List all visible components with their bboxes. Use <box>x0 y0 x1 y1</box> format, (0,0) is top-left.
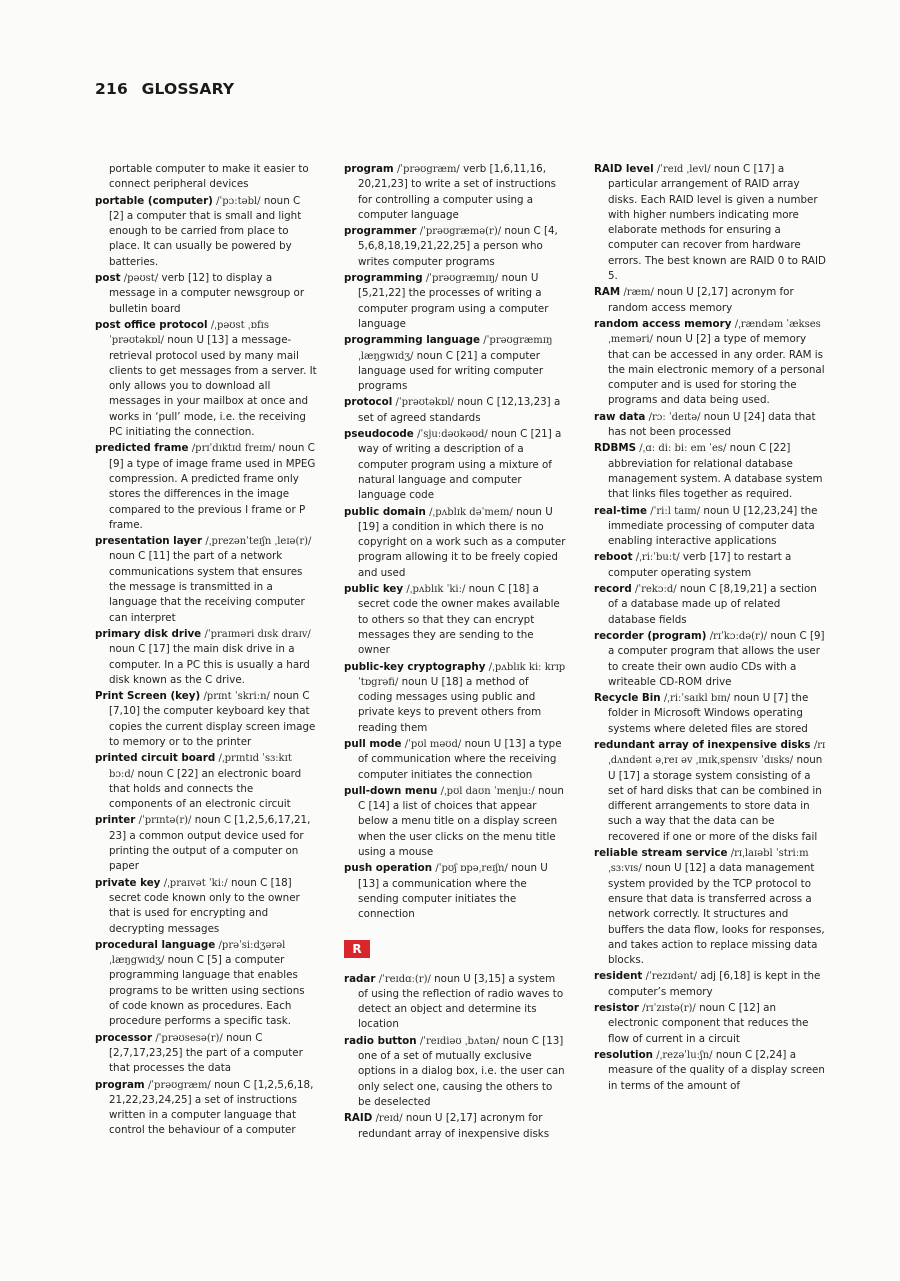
entry-pronunciation: /reɪd/ <box>375 1113 403 1125</box>
entry-definition: a person who writes computer programs <box>358 240 543 268</box>
entry-headword: Print Screen (key) <box>95 690 201 703</box>
entry-headword: public-key cryptography <box>344 660 486 673</box>
entry-headword: private key <box>95 876 161 889</box>
glossary-column-2-entries <box>344 162 566 923</box>
entry-headword: real-time <box>594 504 647 517</box>
entry-headword: pull-down menu <box>344 784 438 797</box>
entry-grammar: verb [17] <box>682 551 731 564</box>
entry-grammar: noun U [17] <box>608 754 823 782</box>
entry-headword: RAID <box>344 1112 373 1125</box>
entry-pronunciation: /ˈrezɪdənt/ <box>645 971 698 983</box>
entry-pronunciation: /ˈrekɔːd/ <box>634 584 677 596</box>
entry-headword: programming <box>344 272 423 285</box>
entry-grammar: noun U [5,21,22] <box>358 272 539 300</box>
entry-headword: printed circuit board <box>95 752 216 765</box>
entry-definition: a system of using the reflection of radio waves to detect an object and determine its location <box>358 972 564 1031</box>
entry-grammar: noun C [2] <box>109 194 301 222</box>
entry-headword: procedural language <box>95 938 216 951</box>
glossary-entry-continuation <box>95 162 317 193</box>
entry-pronunciation: /ˈreɪdɑː(r)/ <box>378 973 431 985</box>
entry-definition: acronym for random access memory <box>608 286 794 314</box>
glossary-entry <box>344 972 566 1033</box>
entry-grammar: noun C [9] <box>770 629 825 642</box>
glossary-entry <box>95 938 317 1030</box>
entry-definition: a computer programming language that enables programs to be written using sections of code known as procedures. Each procedure performs a specific task. <box>109 954 305 1028</box>
glossary-entry <box>344 1034 566 1110</box>
entry-grammar: noun C [8,19,21] <box>679 583 767 596</box>
entry-pronunciation: /ˈprəʊsesə(r)/ <box>155 1032 223 1044</box>
entry-grammar: noun U [13] <box>464 737 526 750</box>
entry-definition: a condition in which there is no copyright on a work such as a computer program allowing it to be freely copied and used <box>358 520 566 579</box>
entry-pronunciation: /ˌpʊl daʊn ˈmenjuː/ <box>440 785 535 797</box>
entry-definition: a section of a database made up of related database fields <box>608 583 817 626</box>
entry-headword: pseudocode <box>344 428 414 441</box>
entry-definition: a message-retrieval protocol used by many mail clients to get messages from a server. It only allows you to download all messages in your mailbox at once and works in ‘pull’ mode, i.e. the receiving PC initiating the connection. <box>109 334 317 439</box>
glossary-entry <box>344 395 566 426</box>
entry-definition: a common output device used for printing the output of a computer on paper <box>109 829 304 873</box>
glossary-entry <box>344 333 566 394</box>
entry-definition: a computer language used for writing computer programs <box>358 349 544 393</box>
entry-headword: RAID level <box>594 163 654 175</box>
entry-definition: the main disk drive in a computer. In a PC this is usually a hard disk known as the C drive. <box>109 643 310 686</box>
glossary-entry <box>594 162 826 284</box>
entry-pronunciation: /ˌpʌblɪk ˈkiː/ <box>406 584 466 596</box>
entry-pronunciation: /ˌrezəˈluːʃn/ <box>656 1049 713 1061</box>
entry-definition: secret code known only to the owner that is used for encrypting and decrypting messages <box>109 891 300 935</box>
glossary-entry <box>344 427 566 503</box>
entry-definition: abbreviation for relational database management system. A database system that links files together as required. <box>608 457 823 501</box>
page-number: 216 <box>95 80 128 98</box>
entry-grammar: noun C [13] <box>502 1034 564 1047</box>
entry-definition: a computer program that allows the user to create their own audio CDs with a writeable CD-ROM drive <box>608 645 820 688</box>
page-header <box>95 80 234 98</box>
entry-headword: public domain <box>344 505 426 518</box>
entry-pronunciation: /ˈprəʊgræmə(r)/ <box>419 226 502 238</box>
entry-definition: a way of writing a description of a computer program using a mixture of natural language and computer language code <box>358 428 562 502</box>
entry-definition: a communication where the sending computer initiates the connection <box>358 877 527 921</box>
entry-grammar: noun U [13] <box>167 334 229 347</box>
entry-grammar: noun U [7] <box>733 692 789 705</box>
entry-definition: to write a set of instructions for controlling a computer using a computer language <box>358 178 557 221</box>
entry-headword: raw data <box>594 410 646 423</box>
entry-definition: a data management system provided by the TCP protocol to ensure that data is transferred across a network correctly. It structures and buffers the data flow, looks for responses, and takes action to replace missing data blocks. <box>608 862 825 967</box>
entry-headword: random access memory <box>594 317 732 330</box>
entry-definition: a method of coding messages using public and private keys to prevent others from reading them <box>358 675 542 734</box>
entry-definition: is kept in the computer’s memory <box>608 970 821 998</box>
entry-grammar: noun U [19] <box>358 505 553 533</box>
entry-definition: the part of a network communications system that ensures the message is transmitted in a language that the receiving computer can interpret <box>109 550 305 624</box>
entry-pronunciation: /rɪˌdʌndənt əˌreɪ əv ˌɪnɪkˌspensɪv ˈdɪsks/ <box>608 739 826 767</box>
entry-headword: programmer <box>344 225 417 238</box>
entry-pronunciation: /ˌpəʊst ˌɒfɪs ˈprəʊtəkɒl/ <box>109 319 269 347</box>
entry-definition: the processes of writing a computer program using a computer language <box>358 287 549 330</box>
glossary-entry <box>594 550 826 581</box>
entry-definition: the computer keyboard key that copies the current display screen image to memory or to the printer <box>109 705 316 748</box>
entry-headword: reboot <box>594 551 633 564</box>
glossary-entry <box>95 1031 317 1077</box>
glossary-entry <box>594 691 826 737</box>
glossary-entry <box>594 410 826 441</box>
section-letter-badge: R <box>344 940 370 958</box>
entry-grammar: noun C [1,2,5,6,17,21, 23] <box>109 814 311 842</box>
entry-headword: public key <box>344 583 404 596</box>
glossary-entry <box>344 505 566 581</box>
entry-definition: data that has not been processed <box>608 410 816 439</box>
entry-pronunciation: /ˌpʌblɪk kiː krɪpˈtɒgrəfi/ <box>358 661 566 688</box>
entry-pronunciation: /ˌpʌblɪk dəˈmeɪn/ <box>429 506 513 518</box>
entry-pronunciation: /ˈprɪntə(r)/ <box>138 815 192 827</box>
glossary-entry <box>95 627 317 688</box>
entry-pronunciation: /ˈprəʊgræmɪŋ ˌlæŋgwɪdʒ/ <box>358 335 553 362</box>
entry-definition: a list of choices that appear below a menu title on a display screen when the user clicks on the menu title using a mouse <box>358 800 558 859</box>
glossary-entry <box>594 846 826 968</box>
entry-definition: a set of agreed standards <box>358 396 561 424</box>
entry-pronunciation: /rɪˌlaɪəbl ˈstriːm ˌsɜːvɪs/ <box>608 848 809 875</box>
glossary-entry <box>594 1048 826 1094</box>
entry-headword: program <box>95 1078 145 1091</box>
entry-pronunciation: /ˌriːˈsaɪkl bɪn/ <box>663 693 731 705</box>
entry-pronunciation: /ˌpraɪvət ˈkiː/ <box>163 877 228 889</box>
entry-headword: post office protocol <box>95 318 208 331</box>
entry-definition: a storage system consisting of a set of hard disks that can be combined in different arrangements to store data in such a way that the data can be recovered if one or more of the disks fail <box>608 769 822 843</box>
glossary-entry <box>95 318 317 440</box>
entry-grammar: noun C [21] <box>416 349 478 362</box>
entry-definition: acronym for redundant array of inexpensive disks <box>358 1112 550 1140</box>
entry-pronunciation: /ˈprəʊgræm/ <box>147 1079 211 1091</box>
entry-definition: a type of image frame used in MPEG compression. A predicted frame only stores the differences in the image compared to the previous I frame or P frame. <box>109 457 316 531</box>
page-title: GLOSSARY <box>141 80 235 98</box>
entry-grammar: verb [12] <box>161 272 210 285</box>
entry-grammar: noun C [18] <box>230 876 292 889</box>
entry-grammar: noun C [17] <box>713 163 775 175</box>
entry-headword: resident <box>594 970 643 983</box>
glossary-entry <box>594 441 826 502</box>
entry-definition: an electronic component that reduces the flow of current in a circuit <box>608 1002 809 1045</box>
entry-pronunciation: /ˈpɔːtəbl/ <box>216 195 261 207</box>
entry-headword: redundant array of inexpensive disks <box>594 738 811 751</box>
entry-grammar: noun U [3,15] <box>434 972 506 985</box>
entry-definition: a set of instructions written in a computer language that control the behaviour of a computer <box>109 1093 297 1137</box>
entry-grammar: noun U [2,17] <box>405 1112 477 1125</box>
entry-grammar: noun C [18] <box>468 583 530 596</box>
entry-grammar: noun C [4, 5,6,8,18,19,21,22,25] <box>358 225 558 253</box>
entry-pronunciation: /prɪˈdɪktɪd freɪm/ <box>191 443 276 455</box>
glossary-entry <box>594 629 826 690</box>
entry-pronunciation: /ˈriːl taɪm/ <box>650 505 701 517</box>
entry-definition: a computer that is small and light enough to be carried from place to place. It can usually be powered by batteries. <box>109 209 302 268</box>
entry-grammar: noun C [21] <box>491 428 552 441</box>
glossary-entry <box>95 689 317 750</box>
glossary-entry <box>344 861 566 922</box>
glossary-entry <box>594 969 826 1000</box>
entry-definition: one of a set of mutually exclusive options in a dialog box, i.e. the user can only select one, causing the others to be deselected <box>358 1050 565 1108</box>
entry-pronunciation: /rɪˈkɔːdə(r)/ <box>709 630 768 642</box>
entry-headword: RAM <box>594 286 621 299</box>
glossary-column-1 <box>95 162 317 1140</box>
entry-pronunciation: /ræm/ <box>623 287 654 299</box>
entry-grammar: noun U [12,23,24] <box>703 504 798 517</box>
entry-headword: protocol <box>344 396 393 409</box>
entry-headword: program <box>344 163 394 175</box>
entry-pronunciation: /ˌɑː diː biː em ˈes/ <box>639 443 727 455</box>
entry-headword: printer <box>95 814 136 827</box>
entry-grammar: noun C [1,2,5,6,18, 21,22,23,24,25] <box>109 1078 314 1106</box>
glossary-entry <box>344 737 566 783</box>
glossary-entry <box>344 1111 566 1142</box>
glossary-entry <box>95 441 317 533</box>
entry-headword: pull mode <box>344 737 402 750</box>
glossary-entry <box>344 224 566 270</box>
glossary-entry <box>95 271 317 317</box>
entry-grammar: noun U [2,17] <box>657 286 729 299</box>
glossary-entry <box>594 738 826 845</box>
glossary-entry <box>594 1001 826 1047</box>
entry-pronunciation: /prɪnt ˈskriːn/ <box>203 691 270 703</box>
glossary-entry <box>95 194 317 270</box>
glossary-entry <box>95 751 317 812</box>
entry-definition: a measure of the quality of a display screen in terms of the amount of <box>608 1048 825 1092</box>
entry-headword: radar <box>344 972 376 985</box>
entry-grammar: noun U [2] <box>656 333 711 346</box>
entry-pronunciation: /rɪˈzɪstə(r)/ <box>642 1003 696 1015</box>
entry-headword: recorder (program) <box>594 629 707 642</box>
entry-grammar: noun C [9] <box>109 442 315 470</box>
entry-grammar: noun U [13] <box>358 862 548 890</box>
entry-headword: primary disk drive <box>95 627 202 640</box>
entry-definition: a secret code the owner makes available to others so that they can encrypt messages they are sending to the owner <box>358 583 560 657</box>
entry-headword: processor <box>95 1031 153 1044</box>
entry-pronunciation: /ˌriːˈbuːt/ <box>635 552 680 564</box>
entry-headword: reliable stream service <box>594 847 728 860</box>
entry-pronunciation: /ˈprəʊtəkɒl/ <box>395 397 454 409</box>
glossary-entry <box>344 162 566 223</box>
entry-definition: the immediate processing of computer data enabling interactive applications <box>608 504 818 548</box>
glossary-entry <box>344 660 566 736</box>
entry-definition: a type of communication where the receiving computer initiates the connection <box>358 737 562 781</box>
glossary-column-3 <box>594 162 826 1095</box>
entry-grammar: noun U [24] <box>703 410 765 423</box>
entry-headword: resistor <box>594 1002 639 1015</box>
entry-pronunciation: /ˌrændəm ˈækses ˌmeməri/ <box>608 318 821 346</box>
entry-pronunciation: /ˈpʊʃ ɒpəˌreɪʃn/ <box>435 863 508 875</box>
entry-pronunciation: /ˈprəʊgræm/ <box>396 164 460 175</box>
entry-pronunciation: /rɔː ˈdeɪtə/ <box>648 411 701 423</box>
entry-pronunciation: /ˈreɪd ˌlevl/ <box>656 164 711 175</box>
glossary-entry <box>344 582 566 658</box>
entry-definition: to display a message in a computer newsgroup or bulletin board <box>109 272 305 315</box>
entry-headword: portable (computer) <box>95 194 213 207</box>
entry-grammar: noun U [12] <box>644 862 707 875</box>
entry-definition: the part of a computer that processes the data <box>109 1046 303 1075</box>
entry-grammar: adj [6,18] <box>700 970 751 983</box>
entry-grammar: noun C [14] <box>358 784 564 813</box>
entry-definition: to restart a computer operating system <box>608 551 792 579</box>
entry-headword: post <box>95 272 121 285</box>
entry-headword: push operation <box>344 862 433 875</box>
entry-grammar: noun U [18] <box>401 675 463 688</box>
entry-grammar: noun C [2,24] <box>715 1048 787 1061</box>
entry-pronunciation: /ˌprezənˈteɪʃn ˌleɪə(r)/ <box>205 536 312 548</box>
entry-grammar: noun C [22] <box>729 442 791 455</box>
entry-pronunciation: /ˈprəʊgræmɪŋ/ <box>425 273 499 285</box>
entry-grammar: noun C [5] <box>167 954 222 967</box>
entry-headword: presentation layer <box>95 535 203 548</box>
entry-pronunciation: /ˈreɪdiəʊ ˌbʌtən/ <box>419 1035 500 1047</box>
entry-grammar: verb [1,6,11,16, 20,21,23] <box>358 163 546 191</box>
entry-pronunciation: /prəˈsiːdʒərəl ˌlæŋgwɪdʒ/ <box>109 939 286 967</box>
entry-definition: an electronic board that holds and connects the components of an electronic circuit <box>109 767 302 811</box>
glossary-entry <box>594 582 826 628</box>
entry-pronunciation: /ˌprɪntɪd ˈsɜːkɪt bɔːd/ <box>109 753 292 780</box>
glossary-entry <box>95 534 317 626</box>
glossary-entry <box>594 285 826 316</box>
glossary-entry <box>95 813 317 874</box>
entry-grammar: noun C [2,7,17,23,25] <box>109 1031 263 1059</box>
entry-headword: RDBMS <box>594 442 636 455</box>
entry-definition: a type of memory that can be accessed in any order. RAM is the main electronic memory of a personal computer and is used for storing the programs and data being used. <box>608 333 825 407</box>
entry-grammar: noun C [22] <box>137 767 199 780</box>
entry-pronunciation: /pəʊst/ <box>123 273 159 285</box>
entry-headword: Recycle Bin <box>594 692 661 705</box>
entry-grammar: noun C [17] <box>109 643 170 656</box>
entry-headword: radio button <box>344 1034 417 1047</box>
entry-pronunciation: /ˈsjuːdəʊkəʊd/ <box>417 429 488 441</box>
glossary-entry <box>95 1078 317 1139</box>
entry-grammar: noun C [12,13,23] <box>457 396 551 409</box>
entry-pronunciation: /ˈpraɪməri dɪsk draɪv/ <box>204 628 311 640</box>
entry-grammar: noun C [12] <box>699 1002 760 1015</box>
glossary-entry <box>594 317 826 409</box>
entry-definition: portable computer to make it easier to connect peripheral devices <box>109 163 309 191</box>
entry-definition: a particular arrangement of RAID array disks. Each RAID level is given a number with higher numbers indicating more elaborate methods for ensuring a computer can recover from hardware errors. The best known are RAID 0 to RAID 5. <box>608 163 826 283</box>
glossary-column-2 <box>344 162 566 1143</box>
glossary-entry <box>344 784 566 860</box>
entry-headword: programming language <box>344 334 481 347</box>
glossary-entry <box>594 504 826 550</box>
entry-definition: the folder in Microsoft Windows operating systems where deleted files are stored <box>608 692 809 735</box>
entry-pronunciation: /ˈpʊl məʊd/ <box>404 738 462 750</box>
entry-grammar: noun C [11] <box>109 550 170 563</box>
entry-headword: resolution <box>594 1048 653 1061</box>
entry-headword: record <box>594 583 632 596</box>
glossary-entry <box>344 271 566 332</box>
glossary-entry <box>95 876 317 937</box>
section-r-entries <box>344 972 566 1142</box>
entry-headword: predicted frame <box>95 442 189 455</box>
entry-grammar: noun C [7,10] <box>109 690 310 718</box>
